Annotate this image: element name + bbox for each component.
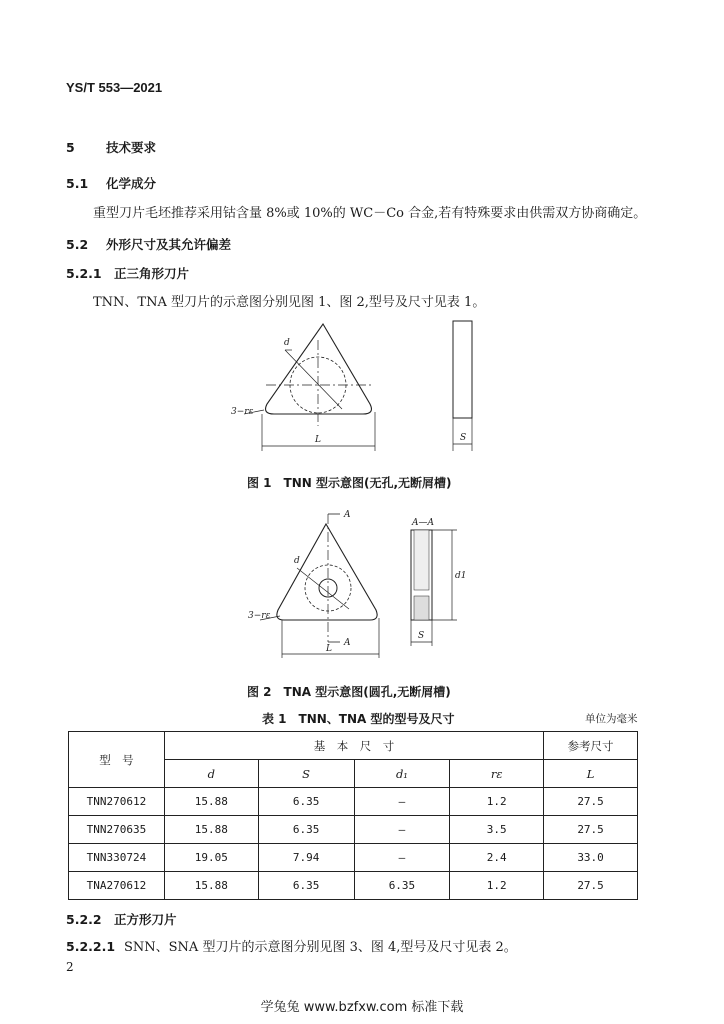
label-radius: 3−rε (231, 407, 254, 417)
label-S: S (418, 631, 425, 641)
figure-2-caption: 图 2 TNA 型示意图(圆孔,无断屑槽) (247, 685, 451, 699)
section-5-2-2-heading (66, 910, 177, 928)
cell-model: TNN270635 (69, 816, 165, 844)
section-5-1-heading (66, 174, 156, 192)
section-title: 外形尺寸及其允许偏差 (106, 237, 232, 252)
header-d: d (164, 760, 258, 788)
header-s: S (258, 760, 354, 788)
label-S: S (460, 433, 467, 443)
figure-1-drawing (220, 310, 500, 460)
cell-l: 27.5 (544, 788, 638, 816)
cell-l: 27.5 (544, 816, 638, 844)
section-number: 5.2.1 (66, 266, 102, 281)
section-number: 5.1 (66, 176, 89, 191)
page-number: 2 (66, 960, 74, 974)
section-5-2-heading (66, 235, 231, 253)
section-number: 5.2.2.1 (66, 939, 116, 954)
cell-r: 3.5 (450, 816, 544, 844)
section-number: 5.2 (66, 237, 89, 252)
standard-code: YS/T 553—2021 (66, 80, 163, 95)
cell-model: TNN330724 (69, 844, 165, 872)
section-title: 正三角形刀片 (114, 266, 190, 281)
table-row (69, 788, 638, 816)
cell-s: 6.35 (258, 872, 354, 900)
section-number: 5.2.2 (66, 912, 102, 927)
side-view (453, 321, 472, 418)
cell-s: 6.35 (258, 788, 354, 816)
cell-d: 15.88 (164, 788, 258, 816)
label-d1: d1 (455, 571, 467, 581)
header-d1: d₁ (354, 760, 450, 788)
section-5-2-1-text: TNN、TNA 型刀片的示意图分别见图 1、图 2,型号及尺寸见表 1。 (93, 295, 486, 310)
label-L: L (326, 644, 332, 654)
label-section-a-bottom: A (344, 638, 351, 648)
header-l: L (544, 760, 638, 788)
header-model: 型 号 (69, 732, 165, 788)
header-r: rε (450, 760, 544, 788)
section-5-2-2-1-text (66, 936, 517, 955)
cell-model: TNN270612 (69, 788, 165, 816)
table-1-title: 表 1 TNN、TNA 型的型号及尺寸 (262, 712, 455, 726)
label-section-a-top: A (344, 510, 351, 520)
section-number: 5 (66, 140, 75, 155)
triangle-insert-outline (277, 524, 377, 620)
table-row (69, 872, 638, 900)
cell-d: 15.88 (164, 816, 258, 844)
label-radius: 3−rε (248, 611, 271, 621)
triangle-insert-outline (266, 324, 372, 414)
table-row (69, 816, 638, 844)
table-row (69, 844, 638, 872)
diameter-leader (285, 350, 342, 409)
cell-d: 15.88 (164, 872, 258, 900)
cell-r: 1.2 (450, 872, 544, 900)
cell-d1: 6.35 (354, 872, 450, 900)
figure-2-drawing (248, 508, 472, 658)
section-5-1-text: 重型刀片毛坯推荐采用钴含量 8%或 10%的 WC－Co 合金,若有特殊要求由供需双方协商确定。 (93, 206, 647, 221)
label-L: L (315, 435, 321, 445)
table-1 (68, 731, 638, 900)
cell-s: 6.35 (258, 816, 354, 844)
section-title: 正方形刀片 (114, 912, 177, 927)
cell-d1: — (354, 844, 450, 872)
cell-d1: — (354, 788, 450, 816)
cell-l: 27.5 (544, 872, 638, 900)
cell-l: 33.0 (544, 844, 638, 872)
paragraph-text: SNN、SNA 型刀片的示意图分别见图 3、图 4,型号及尺寸见表 2。 (124, 940, 517, 955)
label-section-aa: A—A (412, 518, 434, 528)
table-1-unit: 单位为毫米 (585, 713, 638, 725)
label-d: d (294, 556, 300, 566)
label-d: d (284, 338, 290, 348)
section-5-heading (66, 138, 156, 156)
section-title: 化学成分 (106, 176, 157, 191)
cell-model: TNA270612 (69, 872, 165, 900)
footer-watermark: 学兔兔 www.bzfxw.com 标准下载 (260, 1000, 464, 1015)
header-basic-dimensions: 基 本 尺 寸 (164, 732, 543, 760)
cell-d: 19.05 (164, 844, 258, 872)
section-5-2-1-heading (66, 264, 189, 282)
section-title: 技术要求 (106, 140, 157, 155)
header-reference-dimensions: 参考尺寸 (544, 732, 638, 760)
cell-s: 7.94 (258, 844, 354, 872)
cell-r: 1.2 (450, 788, 544, 816)
cell-r: 2.4 (450, 844, 544, 872)
figure-1-caption: 图 1 TNN 型示意图(无孔,无断屑槽) (247, 476, 452, 490)
cell-d1: — (354, 816, 450, 844)
